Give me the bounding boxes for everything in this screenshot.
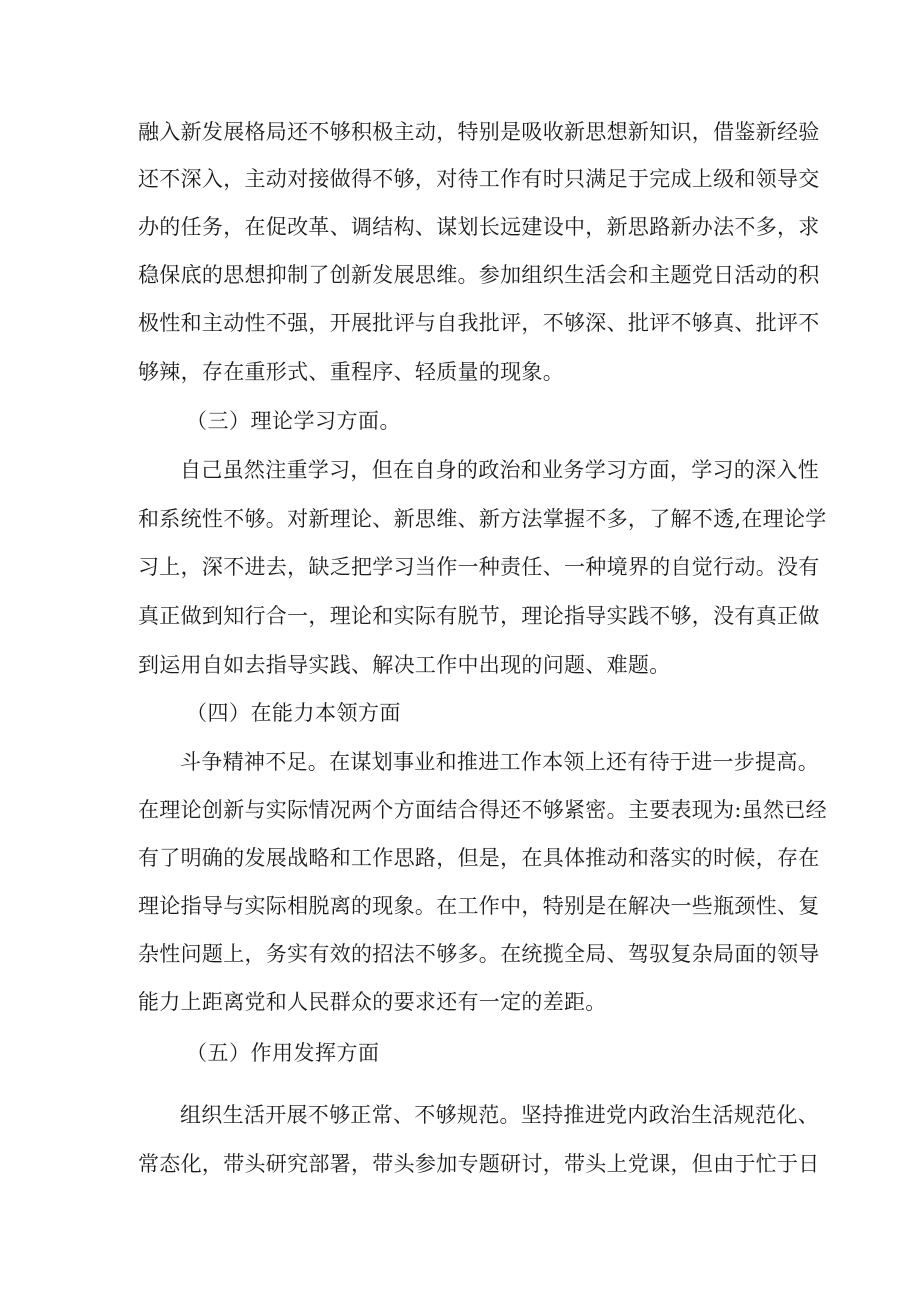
section-heading-theory-study: （三）理论学习方面。 [186,409,401,433]
text-line: 稳保底的思想抑制了创新发展思维。参加组织生活会和主题党日活动的积 [138,263,820,287]
text-line: 有了明确的发展战略和工作思路，但是，在具体推动和落实的时候，存在 [138,846,820,870]
section-heading-capability: （四）在能力本领方面 [186,701,401,725]
text-line: 还不深入，主动对接做得不够，对待工作有时只满足于完成上级和领导交 [138,167,820,191]
section-heading-role: （五）作用发挥方面 [186,1041,380,1065]
text-line: 习上，深不进去，缺乏把学习当作一种责任、一种境界的自觉行动。没有 [138,555,820,579]
text-line: 理论指导与实际相脱离的现象。在工作中，特别是在解决一些瓶颈性、复 [138,894,820,918]
text-line: 融入新发展格局还不够积极主动，特别是吸收新思想新知识，借鉴新经验 [138,120,820,144]
text-line: 到运用自如去指导实践、解决工作中出现的问题、难题。 [138,653,671,677]
text-line: 极性和主动性不强，开展批评与自我批评，不够深、批评不够真、批评不 [138,311,820,335]
text-line: 杂性问题上，务实有效的招法不够多。在统揽全局、驾驭复杂局面的领导 [138,942,820,966]
text-line: 和系统性不够。对新理论、新思维、新方法掌握不多，了解不透,在理论学 [138,507,827,531]
text-line: 自己虽然注重学习，但在自身的政治和业务学习方面，学习的深入性 [180,458,819,482]
text-line: 常态化，带头研究部署，带头参加专题研讨，带头上党课，但由于忙于日 [138,1152,820,1176]
text-line: 办的任务，在促改革、调结构、谋划长远建设中，新思路新办法不多，求 [138,215,820,239]
text-line: 在理论创新与实际情况两个方面结合得还不够紧密。主要表现为:虽然已经 [138,798,827,822]
text-line: 能力上距离党和人民群众的要求还有一定的差距。 [138,990,607,1014]
text-line: 斗争精神不足。在谋划事业和推进工作本领上还有待于进一步提高。 [180,750,819,774]
text-line: 真正做到知行合一，理论和实际有脱节，理论指导实践不够，没有真正做 [138,604,820,628]
text-line: 组织生活开展不够正常、不够规范。坚持推进党内政治生活规范化、 [180,1103,819,1127]
text-line: 够辣，存在重形式、重程序、轻质量的现象。 [138,360,564,384]
